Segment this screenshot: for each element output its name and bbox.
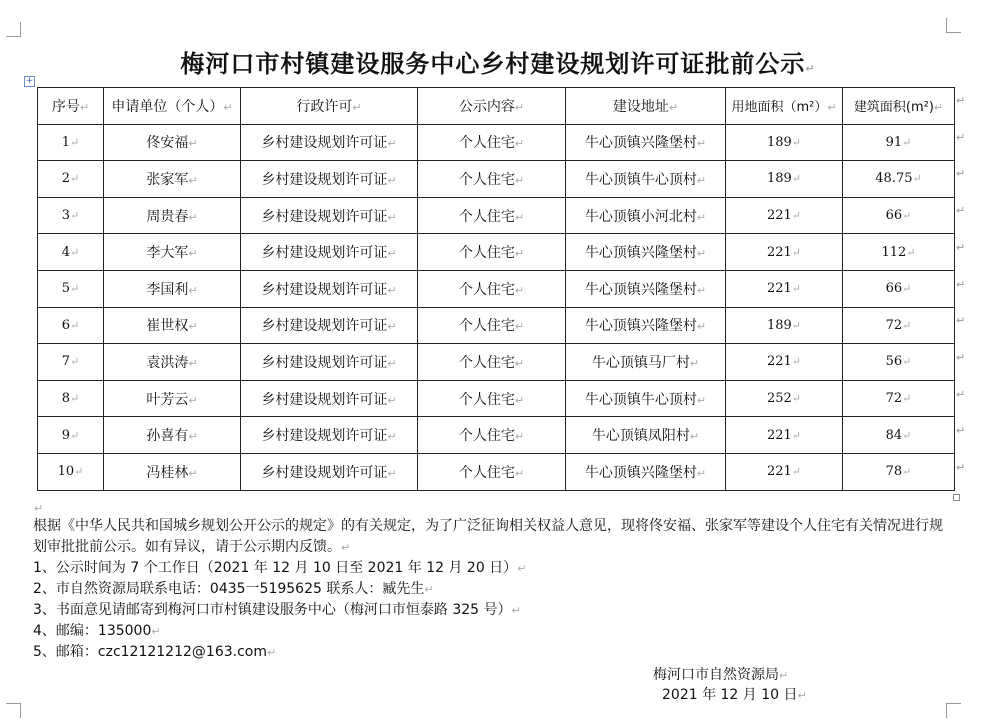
- cell-applicant: 袁洪涛↵: [104, 344, 241, 381]
- cell-applicant: 叶芳云↵: [104, 380, 241, 417]
- cell-permit: 乡村建设规划许可证↵: [241, 161, 418, 198]
- table-header-row: [38, 88, 955, 125]
- header-land-area: 用地面积（m²）↵: [726, 88, 843, 125]
- header-permit: 行政许可↵: [241, 88, 418, 125]
- header-building-area: 建筑面积(m²)↵: [843, 88, 955, 125]
- cell-permit: 乡村建设规划许可证↵: [241, 344, 418, 381]
- cell-land-area: 189↵: [726, 124, 843, 161]
- row-end-mark: ↵: [956, 424, 966, 438]
- cell-index: 1↵: [38, 124, 104, 161]
- cell-applicant: 孙喜有↵: [104, 417, 241, 454]
- cell-address: 牛心顶镇兴隆堡村↵: [566, 124, 726, 161]
- table-row: [38, 417, 955, 454]
- notice-item: 3、书面意见请邮寄到梅河口市村镇建设服务中心（梅河口市恒泰路 325 号）↵: [33, 602, 521, 618]
- row-end-mark: ↵: [956, 461, 966, 474]
- cell-permit: 乡村建设规划许可证↵: [241, 234, 418, 271]
- page-corner-bottom-right: [946, 703, 961, 718]
- cell-permit: 乡村建设规划许可证↵: [241, 270, 418, 307]
- cell-land-area: 221↵: [726, 453, 843, 490]
- cell-index: 9↵: [38, 417, 104, 454]
- page-corner-top-right: [946, 18, 961, 33]
- cell-index: 6↵: [38, 307, 104, 344]
- cell-address: 牛心顶镇马厂村↵: [566, 344, 726, 381]
- cell-permit: 乡村建设规划许可证↵: [241, 380, 418, 417]
- cell-address: 牛心顶镇凤阳村↵: [566, 417, 726, 454]
- cell-building-area: 112↵: [843, 234, 955, 271]
- cell-index: 7↵: [38, 344, 104, 381]
- cell-land-area: 221↵: [726, 197, 843, 234]
- notice-item: 5、邮箱：czc12121212@163.com↵: [33, 644, 277, 660]
- signature-date: 2021 年 12 月 10 日↵: [662, 687, 807, 703]
- table-row: [38, 453, 955, 490]
- cell-land-area: 252↵: [726, 380, 843, 417]
- cell-land-area: 221↵: [726, 234, 843, 271]
- row-end-mark: ↵: [956, 387, 966, 401]
- cell-index: 2↵: [38, 161, 104, 198]
- row-end-mark: ↵: [956, 167, 966, 181]
- table-row: [38, 161, 955, 198]
- cell-land-area: 189↵: [726, 161, 843, 198]
- row-end-mark: ↵: [956, 130, 966, 144]
- cell-address: 牛心顶镇牛心顶村↵: [566, 161, 726, 198]
- cell-index: 8↵: [38, 380, 104, 417]
- cell-land-area: 221↵: [726, 417, 843, 454]
- table-row: [38, 234, 955, 271]
- cell-index: 4↵: [38, 234, 104, 271]
- cell-building-area: 72↵: [843, 380, 955, 417]
- header-index: 序号↵: [38, 88, 104, 125]
- table-row: [38, 307, 955, 344]
- table-move-handle-icon[interactable]: +: [25, 76, 34, 86]
- cell-content: 个人住宅↵: [418, 453, 566, 490]
- header-applicant: 申请单位（个人）↵: [104, 88, 241, 125]
- notice-paragraph: 根据《中华人民共和国城乡规划公开公示的规定》的有关规定，为了广泛征询相关权益人意见，现将佟安福、张家军等建设个人住宅有关情况进行规划审批批前公示。如有异议，请于公示期内反馈。↵: [33, 518, 943, 555]
- table-row: [38, 344, 955, 381]
- cell-index: 3↵: [38, 197, 104, 234]
- cell-content: 个人住宅↵: [418, 124, 566, 161]
- cell-content: 个人住宅↵: [418, 161, 566, 198]
- header-address: 建设地址↵: [566, 88, 726, 125]
- cell-address: 牛心顶镇兴隆堡村↵: [566, 307, 726, 344]
- row-end-mark: ↵: [956, 277, 966, 291]
- cell-content: 个人住宅↵: [418, 417, 566, 454]
- cell-building-area: 66↵: [843, 197, 955, 234]
- page-corner-bottom-left: [6, 703, 21, 718]
- table-row: [38, 124, 955, 161]
- cell-permit: 乡村建设规划许可证↵: [241, 417, 418, 454]
- cell-applicant: 周贵春↵: [104, 197, 241, 234]
- row-end-mark: ↵: [956, 314, 966, 328]
- cell-content: 个人住宅↵: [418, 270, 566, 307]
- row-end-mark: ↵: [956, 204, 966, 218]
- cell-building-area: 48.75↵: [843, 161, 955, 198]
- cell-applicant: 李国利↵: [104, 270, 241, 307]
- cell-content: 个人住宅↵: [418, 380, 566, 417]
- cell-building-area: 91↵: [843, 124, 955, 161]
- notice-item: 4、邮编：135000↵: [33, 623, 161, 639]
- notice-item: 1、公示时间为 7 个工作日（2021 年 12 月 10 日至 2021 年 12 月 20 日）↵: [33, 560, 527, 576]
- cell-building-area: 84↵: [843, 417, 955, 454]
- cell-content: 个人住宅↵: [418, 344, 566, 381]
- cell-applicant: 李大军↵: [104, 234, 241, 271]
- cell-address: 牛心顶镇兴隆堡村↵: [566, 234, 726, 271]
- cell-applicant: 冯桂林↵: [104, 453, 241, 490]
- page-title: 梅河口市村镇建设服务中心乡村建设规划许可证批前公示↵: [180, 50, 816, 78]
- cell-content: 个人住宅↵: [418, 234, 566, 271]
- cell-applicant: 崔世权↵: [104, 307, 241, 344]
- cell-building-area: 78↵: [843, 453, 955, 490]
- page-corner-top-left: [6, 22, 21, 37]
- cell-land-area: 221↵: [726, 344, 843, 381]
- cell-applicant: 佟安福↵: [104, 124, 241, 161]
- notice-body: [33, 516, 948, 663]
- cell-index: 5↵: [38, 270, 104, 307]
- cell-permit: 乡村建设规划许可证↵: [241, 453, 418, 490]
- cell-land-area: 189↵: [726, 307, 843, 344]
- table-resize-handle[interactable]: [953, 494, 960, 501]
- notice-item: 2、市自然资源局联系电话：0435一5195625 联系人：臧先生↵: [33, 581, 434, 597]
- cell-address: 牛心顶镇牛心顶村↵: [566, 380, 726, 417]
- cell-index: 10↵: [38, 453, 104, 490]
- row-end-mark: ↵: [956, 240, 966, 254]
- table-row: [38, 197, 955, 234]
- cell-building-area: 56↵: [843, 344, 955, 381]
- header-content: 公示内容↵: [418, 88, 566, 125]
- cell-permit: 乡村建设规划许可证↵: [241, 197, 418, 234]
- cell-address: 牛心顶镇小河北村↵: [566, 197, 726, 234]
- table-row: [38, 380, 955, 417]
- table-row: [38, 270, 955, 307]
- row-end-mark: ↵: [956, 350, 966, 364]
- permit-table: [37, 87, 955, 491]
- cell-building-area: 66↵: [843, 270, 955, 307]
- row-end-mark: ↵: [956, 94, 966, 107]
- paragraph-mark: ↵: [34, 502, 44, 515]
- signature-org: 梅河口市自然资源局↵: [653, 667, 789, 683]
- cell-permit: 乡村建设规划许可证↵: [241, 307, 418, 344]
- cell-applicant: 张家军↵: [104, 161, 241, 198]
- cell-content: 个人住宅↵: [418, 307, 566, 344]
- cell-land-area: 221↵: [726, 270, 843, 307]
- cell-content: 个人住宅↵: [418, 197, 566, 234]
- cell-building-area: 72↵: [843, 307, 955, 344]
- cell-address: 牛心顶镇兴隆堡村↵: [566, 270, 726, 307]
- cell-address: 牛心顶镇兴隆堡村↵: [566, 453, 726, 490]
- cell-permit: 乡村建设规划许可证↵: [241, 124, 418, 161]
